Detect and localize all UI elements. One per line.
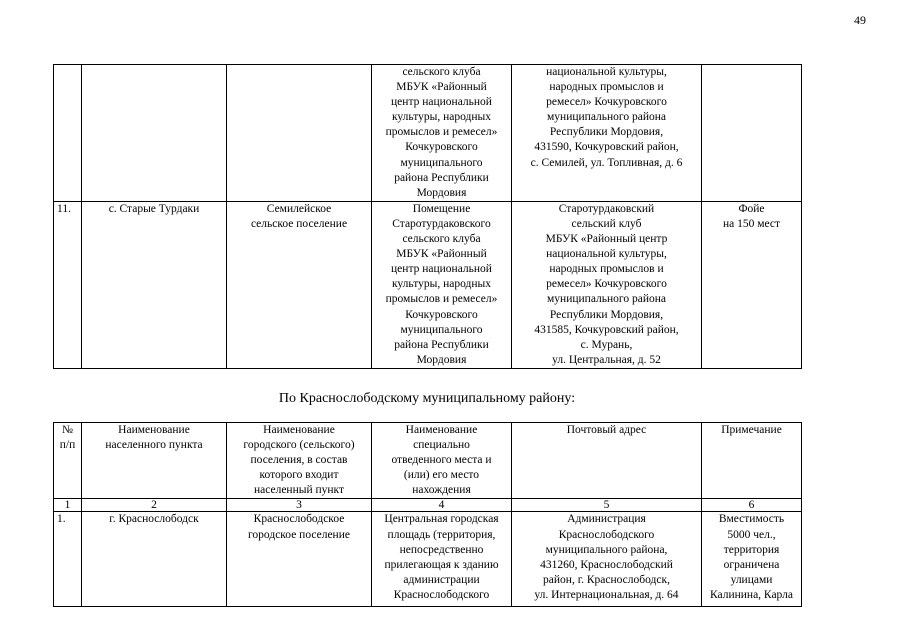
text-line: ограничена	[723, 558, 780, 571]
text-line: Наименование	[405, 424, 478, 436]
cell-municipality	[227, 512, 372, 607]
text-line: нахождения	[412, 484, 471, 497]
text-line: улицами	[730, 573, 773, 586]
text-line: центр национальной	[391, 263, 492, 276]
text-line: муниципального района	[547, 111, 666, 124]
text-line: Семилейское	[266, 202, 332, 215]
text-line: Наименование	[263, 424, 335, 436]
header-address	[512, 423, 702, 499]
top-table-continuation	[53, 64, 802, 369]
text-line: администрации	[403, 573, 480, 586]
text-line: 431590, Кочкуровский район,	[534, 141, 679, 154]
text-line: района Республики	[394, 338, 489, 351]
text-line: центр национальной	[391, 96, 492, 109]
text-line: Краснослободское	[253, 513, 345, 526]
text-line: промыслов и ремесел»	[385, 293, 498, 306]
text-line: Старотурдаковского	[392, 217, 491, 230]
table-row	[54, 512, 802, 607]
cell-num	[54, 65, 82, 202]
text-line: национальной культуры,	[546, 248, 667, 261]
header-place	[372, 423, 512, 499]
text-line: п/п	[59, 439, 76, 452]
text-line: МБУК «Районный	[396, 248, 487, 261]
text-line: сельское поселение	[250, 217, 348, 230]
text-line: 5000 чел.,	[727, 528, 776, 541]
column-numbers-row	[54, 499, 802, 512]
text-line: на 150 мест	[722, 217, 781, 230]
cell-address	[512, 512, 702, 607]
cell-place	[372, 512, 512, 607]
cell-settlement	[82, 65, 227, 202]
bottom-table	[53, 422, 802, 607]
header-note	[702, 423, 802, 499]
text-line: культуры, народных	[392, 278, 491, 291]
text-line: площадь (территория,	[387, 528, 496, 541]
text-line: Старотурдаковский	[558, 202, 655, 215]
cell-address	[512, 65, 702, 202]
cell-settlement: г. Краснослободск	[82, 512, 227, 607]
text-line: Республики Мордовия,	[549, 126, 664, 139]
text-line: населенного пункта	[105, 439, 203, 452]
cell-num: 1.	[54, 512, 82, 607]
cell-address	[512, 201, 702, 368]
text-line: территория	[723, 543, 780, 556]
text-line: МБУК «Районный центр	[545, 233, 668, 246]
column-number: 1	[54, 499, 82, 512]
page-number: 49	[854, 13, 866, 27]
text-line: населенный пункт	[253, 484, 345, 497]
header-municipality	[227, 423, 372, 499]
column-number: 3	[227, 499, 372, 512]
cell-note	[702, 512, 802, 607]
text-line: с. Семилей, ул. Топливная, д. 6	[530, 156, 683, 169]
text-line: поселения, в состав	[250, 454, 348, 467]
text-line: отведенного места и	[391, 454, 492, 467]
text-line: Центральная городская	[384, 513, 499, 526]
cell-note	[702, 65, 802, 202]
text-line: Примечание	[721, 424, 782, 436]
text-line: ул. Центральная, д. 52	[552, 353, 661, 366]
cell-municipality	[227, 201, 372, 368]
text-line: сельского клуба	[402, 66, 481, 78]
text-line: народных промыслов и	[549, 263, 664, 276]
cell-note	[702, 201, 802, 368]
table-row	[54, 65, 802, 202]
column-number: 2	[82, 499, 227, 512]
text-line: район, г. Краснослободск,	[543, 573, 670, 586]
text-line: с. Мурань,	[580, 338, 633, 351]
text-line: культуры, народных	[392, 111, 491, 124]
text-line: народных промыслов и	[549, 81, 664, 94]
text-line: (или) его место	[403, 469, 480, 482]
cell-municipality	[227, 65, 372, 202]
text-line: Мордовия	[416, 186, 467, 199]
text-line: городское поселение	[248, 528, 350, 541]
text-line: ремесел» Кочкуровского	[546, 278, 667, 291]
cell-num: 11.	[54, 201, 82, 368]
text-line: района Республики	[394, 171, 489, 184]
text-line: Кочкуровского	[405, 308, 478, 321]
text-line: муниципального	[400, 323, 483, 336]
cell-settlement: с. Старые Турдаки	[82, 201, 227, 368]
text-line: Почтовый адрес	[566, 424, 647, 436]
column-number: 6	[702, 499, 802, 512]
text-line: №	[62, 424, 73, 436]
text-line: Калинина, Карла	[710, 588, 793, 601]
text-line: ремесел» Кочкуровского	[546, 96, 667, 109]
column-number: 5	[512, 499, 702, 512]
text-line: сельского клуба	[402, 233, 481, 246]
text-line: Кочкуровского	[405, 141, 478, 154]
text-line: муниципального	[400, 156, 483, 169]
text-line: Помещение	[412, 202, 471, 215]
header-settlement	[82, 423, 227, 499]
text-line: МБУК «Районный	[396, 81, 487, 94]
text-line: прилегающая к зданию	[384, 558, 499, 571]
text-line: Вместимость	[718, 513, 785, 526]
text-line: Наименование	[118, 424, 190, 436]
table-row	[54, 201, 802, 368]
section-title: По Краснослободскому муниципальному району:	[278, 391, 576, 406]
text-line: национальной культуры,	[546, 66, 667, 78]
text-line: Краснослободского	[393, 588, 490, 601]
header-row	[54, 423, 802, 499]
text-line: ул. Интернациональная, д. 64	[534, 588, 679, 601]
text-line: промыслов и ремесел»	[385, 126, 498, 139]
text-line: Мордовия	[416, 353, 467, 366]
text-line: специально	[413, 439, 470, 452]
text-line: муниципального района,	[545, 543, 668, 556]
cell-place	[372, 201, 512, 368]
column-number: 4	[372, 499, 512, 512]
text-line: Краснослободского	[558, 528, 655, 541]
text-line: городского (сельского)	[243, 439, 355, 452]
text-line: Республики Мордовия,	[549, 308, 664, 321]
text-line: 431260, Краснослободский	[540, 558, 673, 571]
text-line: сельский клуб	[571, 217, 642, 230]
cell-place	[372, 65, 512, 202]
header-num	[54, 423, 82, 499]
text-line: Фойе	[738, 202, 765, 215]
text-line: непосредственно	[399, 543, 484, 556]
text-line: муниципального района	[547, 293, 666, 306]
text-line: 431585, Кочкуровский район,	[534, 323, 679, 336]
text-line: которого входит	[259, 469, 339, 482]
text-line: Администрация	[567, 513, 646, 526]
